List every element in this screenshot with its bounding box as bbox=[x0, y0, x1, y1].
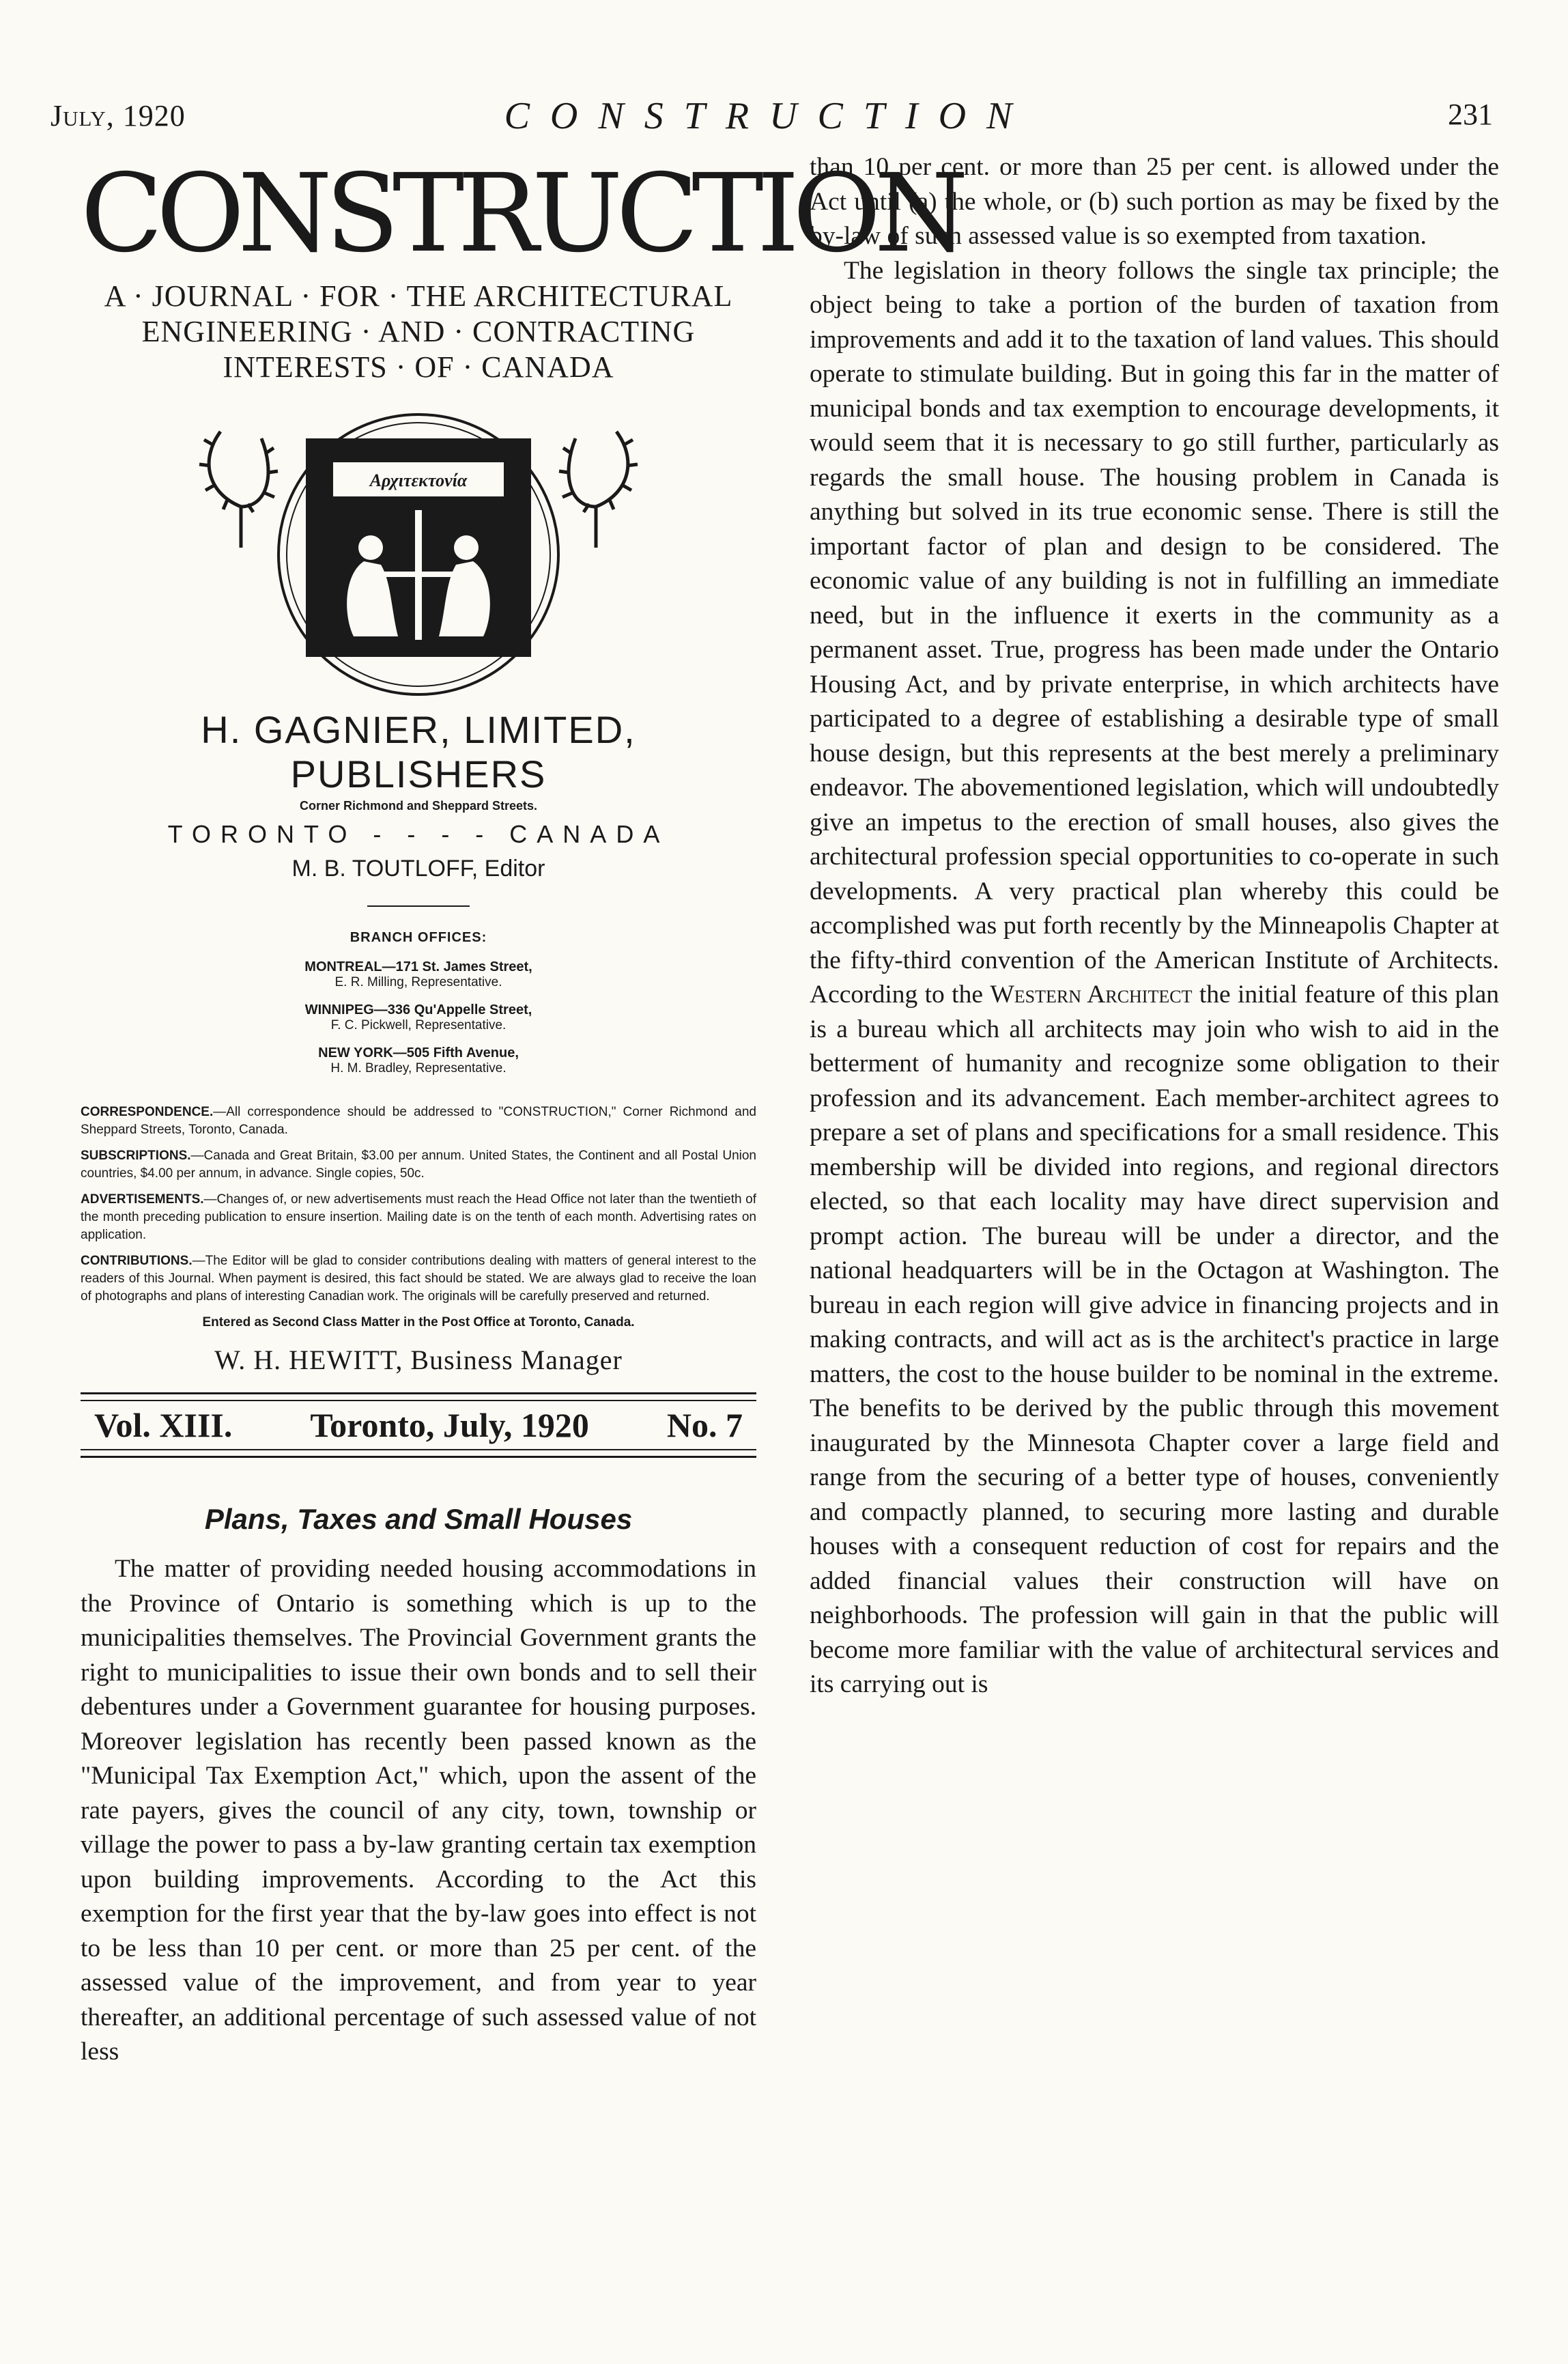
volume: Vol. XIII. bbox=[94, 1406, 233, 1444]
postal-entry: Entered as Second Class Matter in the Post Office at Toronto, Canada. bbox=[202, 1315, 635, 1329]
publication-name: Western Architect bbox=[990, 981, 1193, 1009]
notice-head: SUBSCRIPTIONS. bbox=[81, 1149, 191, 1163]
issue-date: July, 1920 bbox=[51, 99, 186, 132]
masthead-logo: CONSTRUCTION bbox=[81, 151, 962, 277]
subtitle-line-1: A · JOURNAL · FOR · THE ARCHITECTURAL bbox=[104, 279, 733, 313]
notice-text: —The Editor will be glad to consider contributions dealing with matters of general interest to the readers of this Journal. When payment is desired, this fact should be stated. We are always glad to receive the loan of photographs and plans of interesting Canadian work. The originals will be carefully preserved and returned. bbox=[81, 1254, 756, 1304]
paragraph-text: the initial feature of this plan is a bureau which all architects may join who wish to aid in the betterment of humanity and recognize some obligation to their profession and its advancement. Each member-architect agrees to prepare a set of plans and specifications for a small residence. This membership will be divided into regions, and regional directors elected, so that each locality may have direct supervision and prompt action. The bureau will be under a director, and the national headquarters will be in the Octagon at Washington. The bureau in each region will give advice in financing projects and in making contracts, and will act as is the architect's practice in large matters, the cost to the house builder to be nominal in the extreme. The benefits to be derived by the public through this movement inaugurated by the Minnesota Chapter cover a large field and range from the securing of a better type of houses, conveniently and compactly planned, to securing more lasting and durable houses with a consequent reduction of cost for repairs and the added financial values their construction will have on neighborhoods. The profession will gain in that the public will become more familiar with the value of architectural services and its carrying out is bbox=[810, 981, 1499, 1698]
notice-advertisements bbox=[81, 1191, 756, 1244]
publisher-address: Corner Richmond and Sheppard Streets. bbox=[299, 799, 538, 813]
issue-line bbox=[81, 1401, 756, 1445]
subtitle-line-3: INTERESTS · OF · CANADA bbox=[223, 350, 614, 384]
publisher-city: TORONTO - - - - CANADA bbox=[167, 820, 670, 848]
publisher-name: H. GAGNIER, LIMITED, PUBLISHERS bbox=[201, 708, 636, 796]
masthead-subtitle bbox=[81, 279, 756, 385]
page-header bbox=[44, 94, 1493, 149]
double-rule-bottom bbox=[81, 1449, 756, 1458]
subtitle-line-2: ENGINEERING · AND · CONTRACTING bbox=[141, 315, 696, 348]
branch-office bbox=[81, 1002, 756, 1033]
branch-city: NEW YORK—505 Fifth Avenue, bbox=[318, 1045, 519, 1060]
branch-offices bbox=[81, 930, 756, 1076]
right-wreath-icon bbox=[559, 432, 638, 548]
notice-head: CONTRIBUTIONS. bbox=[81, 1254, 193, 1268]
branch-city: MONTREAL—171 St. James Street, bbox=[304, 959, 532, 974]
emblem-caption: Αρχιτεκτονία bbox=[369, 470, 468, 490]
branch-heading: BRANCH OFFICES: bbox=[350, 930, 487, 945]
article-paragraph-continuation: than 10 per cent. or more than 25 per cent. is allowed under the Act until (a) the whole, or (b) such portion as may be fixed by the by-law of such assessed value is so exempted from taxation. bbox=[810, 153, 1499, 250]
branch-rep: E. R. Milling, Representative. bbox=[334, 975, 502, 989]
right-column bbox=[810, 150, 1499, 1702]
notice-text: —Canada and Great Britain, $3.00 per annum. United States, the Continent and all Postal Union countries, $4.00 per annum, in advance. Single copies, 50c. bbox=[81, 1149, 756, 1181]
notice-text: —All correspondence should be addressed to "CONSTRUCTION," Corner Richmond and Sheppard Streets, Toronto, Canada. bbox=[81, 1105, 756, 1137]
article-body-left bbox=[81, 1552, 756, 2070]
branch-rep: F. C. Pickwell, Representative. bbox=[330, 1018, 507, 1032]
notice-head: ADVERTISEMENTS. bbox=[81, 1192, 204, 1207]
business-manager: W. H. HEWITT, Business Manager bbox=[214, 1345, 623, 1375]
article-title: Plans, Taxes and Small Houses bbox=[204, 1503, 633, 1535]
running-title: CONSTRUCTION bbox=[504, 95, 1033, 137]
page-number: 231 bbox=[1448, 98, 1493, 131]
issue-number: No. 7 bbox=[666, 1406, 743, 1444]
masthead bbox=[81, 151, 962, 882]
branch-rep: H. M. Bradley, Representative. bbox=[330, 1061, 507, 1075]
divider bbox=[367, 905, 470, 907]
notice-head: CORRESPONDENCE. bbox=[81, 1105, 214, 1119]
branch-office bbox=[81, 959, 756, 990]
left-wreath-icon bbox=[199, 432, 278, 548]
editor-name: M. B. TOUTLOFF, Editor bbox=[291, 856, 545, 882]
paragraph-text: The legislation in theory follows the single tax principle; the object being to take a portion of the burden of taxation from improvements and add it to the taxation of land values. This should operate to stimulate building. But in going this far in the matter of municipal bonds and tax exemption to encourage developments, it would seem that it is necessary to go still further, particularly as regards the small house. The housing problem in Canada is anything but solved in its true economic sense. There is still the important factor of plan and design to be considered. The economic value of any building is not in fulfilling an immediate need, but in the influence it exerts in the community as a permanent asset. True, progress has been made under the Ontario Housing Act, and by private enterprise, in which architects have participated to a degree of establishing a desirable type of small house design, but this represents at the best merely a preliminary endeavor. The abovementioned legislation, which will undoubtedly give an impetus to the erection of small houses, also gives the architectural profession special opportunities to co-operate in such developments. A very practical plan whereby this could be accomplished was put forth recently by the Minneapolis Chapter at the fifty-third convention of the American Institute of Architects. According to the bbox=[810, 256, 1499, 1009]
issue-place-date: Toronto, July, 1920 bbox=[310, 1406, 589, 1444]
notice-contributions bbox=[81, 1252, 756, 1306]
notice-text: —Changes of, or new advertisements must reach the Head Office not later than the twentieth of the month preceding publication to ensure insertion. Mailing date is on the tenth of each month. Advertising rates on application. bbox=[81, 1192, 756, 1242]
double-rule-top bbox=[81, 1392, 756, 1401]
emblem-illustration bbox=[173, 391, 664, 705]
branch-city: WINNIPEG—336 Qu'Appelle Street, bbox=[304, 1002, 532, 1017]
notices bbox=[81, 1103, 756, 1332]
article-paragraph bbox=[810, 254, 1499, 1702]
article-paragraph: The matter of providing needed housing accommodations in the Province of Ontario is something which is up to the municipalities themselves. The Provincial Government grants the right to municipalities to issue their own bonds and to sell their debentures under a Government guarantee for housing purposes. Moreover legislation has recently been passed known as the "Municipal Tax Exemption Act," which, upon the assent of the rate payers, gives the council of any city, town, township or village the power to pass a by-law granting certain tax exemption upon building improvements. According to the Act this exemption for the first year that the by-law goes into effect is not to be less than 10 per cent. or more than 25 per cent. of the assessed value of the improvement, and from year to year thereafter, an additional percentage of such assessed value of not less bbox=[81, 1555, 756, 2066]
notice-subscriptions bbox=[81, 1147, 756, 1183]
branch-office bbox=[81, 1045, 756, 1076]
left-column bbox=[81, 151, 962, 2070]
article-body-right bbox=[810, 150, 1499, 1702]
notice-correspondence bbox=[81, 1103, 756, 1139]
